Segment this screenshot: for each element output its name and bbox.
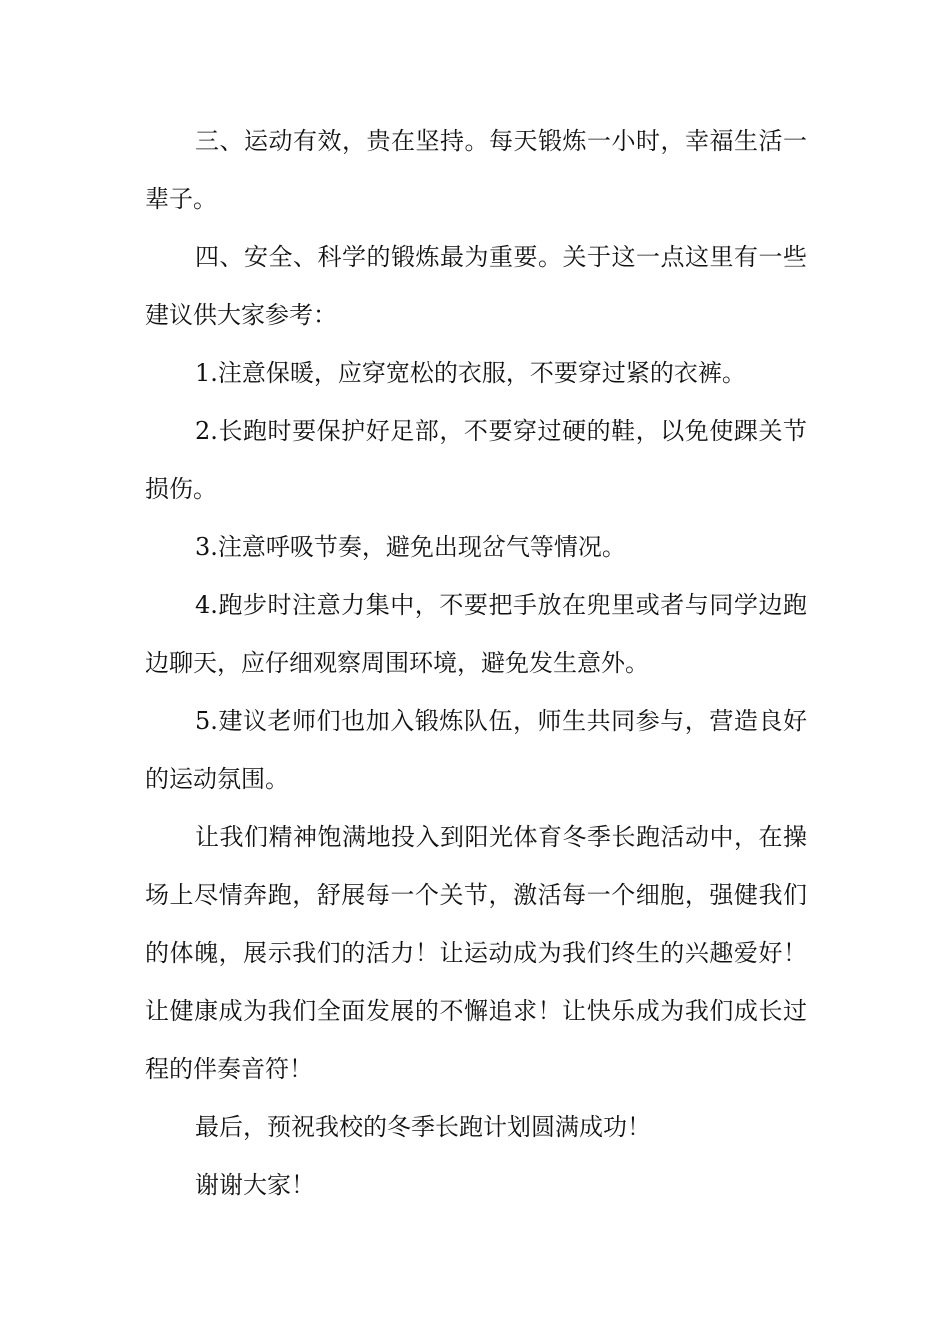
paragraph-point-four: 四、安全、科学的锻炼最为重要。关于这一点这里有一些建议供大家参考： — [145, 243, 807, 329]
suggestion-item-3: 3.注意呼吸节奏，避免出现岔气等情况。 — [195, 533, 626, 561]
paragraph-thanks: 谢谢大家！ — [195, 1171, 315, 1199]
suggestion-item-4: 4.跑步时注意力集中，不要把手放在兜里或者与同学边跑边聊天，应仔细观察周围环境，避免发生意外。 — [145, 591, 807, 677]
paragraph-call-to-action: 让我们精神饱满地投入到阳光体育冬季长跑活动中，在操场上尽情奔跑，舒展每一个关节，激活每一个细胞，强健我们的体魄，展示我们的活力！让运动成为我们终生的兴趣爱好！让健康成为我们全面发展的不懈追求！让快乐成为我们成长过程的伴奏音符！ — [145, 823, 807, 1083]
suggestion-item-5: 5.建议老师们也加入锻炼队伍，师生共同参与，营造良好的运动氛围。 — [145, 707, 807, 793]
paragraph-closing-wish: 最后，预祝我校的冬季长跑计划圆满成功！ — [195, 1113, 651, 1141]
paragraph-point-three: 三、运动有效，贵在坚持。每天锻炼一小时，幸福生活一辈子。 — [145, 127, 807, 213]
suggestion-item-1: 1.注意保暖，应穿宽松的衣服，不要穿过紧的衣裤。 — [195, 359, 746, 387]
document-body — [145, 112, 807, 1214]
suggestion-item-2: 2.长跑时要保护好足部，不要穿过硬的鞋，以免使踝关节损伤。 — [145, 417, 807, 503]
